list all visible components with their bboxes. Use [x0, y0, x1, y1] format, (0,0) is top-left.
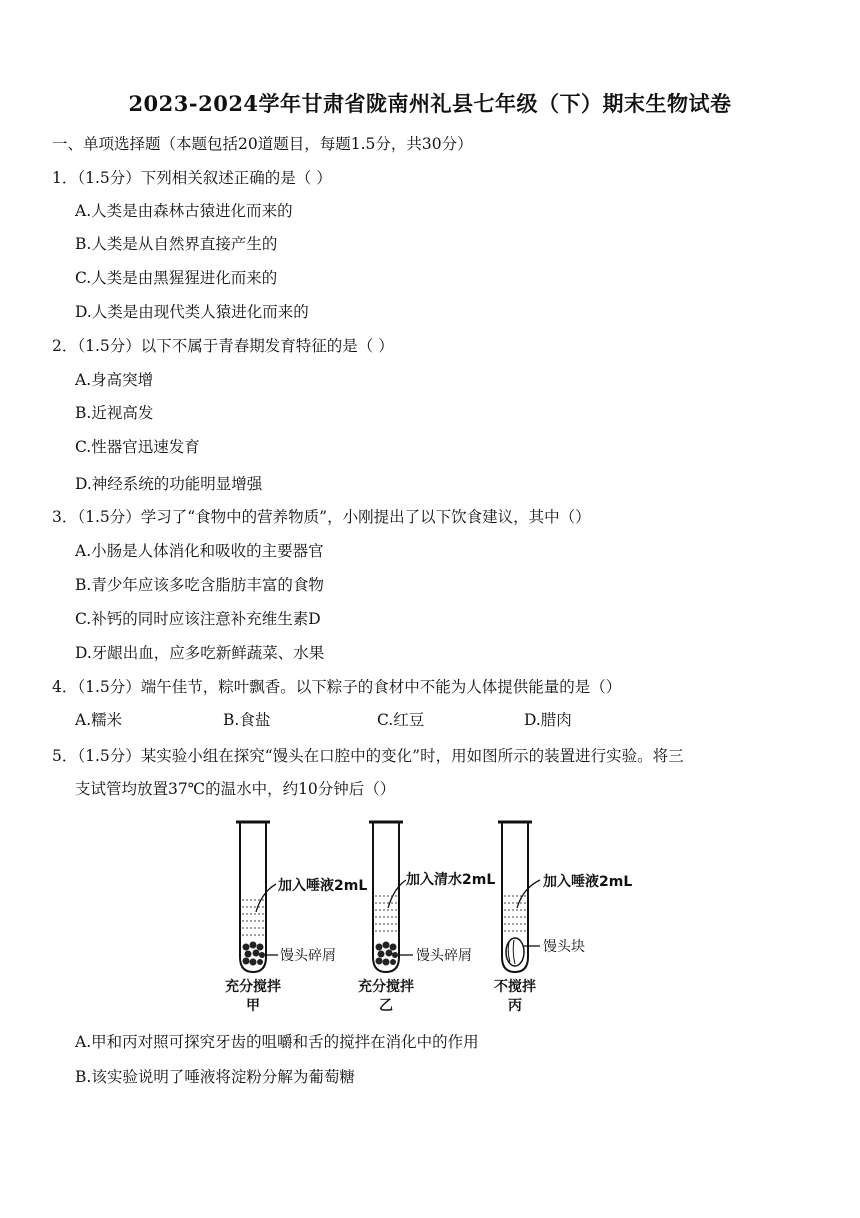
question-1-stem: 1．（1.5分）下列相关叙述正确的是（ ）	[52, 169, 332, 187]
question-5-stem-line2: 支试管均放置37℃的温水中，约10分钟后（）	[75, 780, 396, 798]
tube-yi	[358, 822, 495, 1014]
tube-yi-add-label: 加入清水2mL	[406, 872, 496, 888]
tube-yi-stir-label: 充分搅拌	[358, 979, 414, 995]
tube-bing-add-label: 加入唾液2mL	[543, 874, 633, 890]
question-3-stem: 3．（1.5分）学习了“食物中的营养物质”，小刚提出了以下饮食建议，其中（）	[52, 508, 591, 526]
tube-bing-content-label: 馒头块	[543, 939, 585, 955]
page-title: 2023-2024学年甘肃省陇南州礼县七年级（下）期末生物试卷	[128, 91, 732, 116]
q1-option-b: B.人类是从自然界直接产生的	[75, 235, 278, 253]
q3-option-d: D.牙龈出血，应多吃新鲜蔬菜、水果	[75, 644, 325, 662]
tube-jia-content-label: 馒头碎屑	[280, 948, 336, 964]
tube-bing-stir-label: 不搅拌	[494, 979, 536, 995]
q5-option-b: B.该实验说明了唾液将淀粉分解为葡萄糖	[75, 1068, 355, 1086]
q4-option-b: B.食盐	[223, 711, 271, 729]
question-4-stem: 4．（1.5分）端午佳节，粽叶飘香。以下粽子的食材中不能为人体提供能量的是（）	[52, 678, 622, 696]
tube-yi-name: 乙	[379, 998, 393, 1014]
tube-jia	[225, 822, 367, 1014]
tube-bing-name: 丙	[508, 998, 522, 1014]
q1-option-d: D.人类是由现代类人猿进化而来的	[75, 303, 309, 321]
q2-option-b: B.近视高发	[75, 404, 154, 422]
q1-option-c: C.人类是由黑猩猩进化而来的	[75, 269, 278, 287]
q1-option-a: A.人类是由森林古猿进化而来的	[75, 202, 293, 220]
test-tube-figure	[210, 812, 640, 1022]
q4-option-a: A.糯米	[75, 711, 123, 729]
q5-option-a: A.甲和丙对照可探究牙齿的咀嚼和舌的搅拌在消化中的作用	[75, 1033, 479, 1051]
tube-bing	[494, 822, 632, 1014]
tube-jia-add-label: 加入唾液2mL	[278, 878, 368, 894]
tube-yi-content-label: 馒头碎屑	[416, 948, 472, 964]
q4-option-d: D.腊肉	[524, 711, 572, 729]
q2-option-d: D.神经系统的功能明显增强	[75, 475, 263, 493]
section-heading: 一、单项选择题（本题包括20道题目，每题1.5分，共30分）	[52, 135, 473, 153]
question-2-stem: 2．（1.5分）以下不属于青春期发育特征的是（ ）	[52, 337, 394, 355]
q3-option-a: A.小肠是人体消化和吸收的主要器官	[75, 542, 324, 560]
q4-option-c: C.红豆	[377, 711, 425, 729]
q2-option-c: C.性器官迅速发育	[75, 438, 200, 456]
tube-jia-name: 甲	[246, 998, 260, 1014]
question-5-stem-line1: 5．（1.5分）某实验小组在探究“馒头在口腔中的变化”时，用如图所示的装置进行实验。将三	[52, 747, 684, 765]
q2-option-a: A.身高突增	[75, 371, 154, 389]
q3-option-c: C.补钙的同时应该注意补充维生素D	[75, 610, 321, 628]
q3-option-b: B.青少年应该多吃含脂肪丰富的食物	[75, 576, 324, 594]
tube-jia-stir-label: 充分搅拌	[225, 979, 281, 995]
